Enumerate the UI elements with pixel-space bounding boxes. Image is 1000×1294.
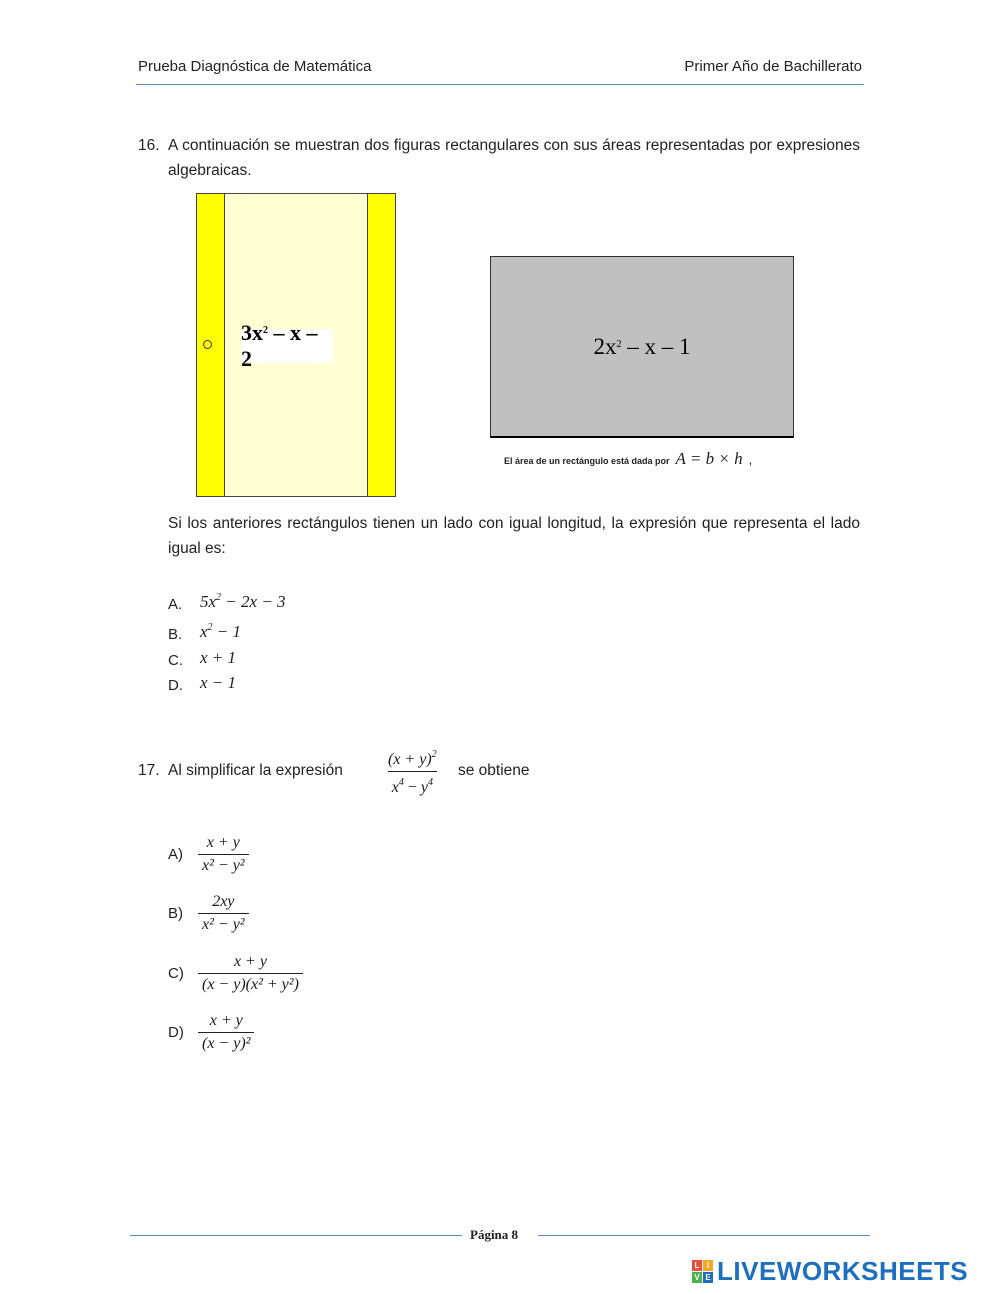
area-comma: , xyxy=(748,452,753,467)
option-numerator: 2xy xyxy=(212,893,235,910)
option-denominator: (x − y)² xyxy=(198,1032,254,1055)
page-number: Página 8 xyxy=(470,1227,519,1242)
option-letter: A. xyxy=(168,596,183,613)
figure-left-area-expression: $3x^2$ – x – 2 xyxy=(241,320,318,371)
option-numerator: x + y xyxy=(233,953,267,970)
q17-text-after: se obtiene xyxy=(458,762,530,779)
option-denominator: (x − y)(x² + y²) xyxy=(198,973,303,996)
option-expression: x − 1 xyxy=(200,673,237,692)
option-letter: A) xyxy=(168,846,183,863)
option-expression: $5x^2 - 2x - 3$ xyxy=(200,592,286,611)
option-fraction xyxy=(198,951,303,996)
liveworksheets-icon xyxy=(692,1260,713,1283)
footer-rule-left xyxy=(130,1235,462,1236)
area-note xyxy=(504,449,752,469)
figure-left-label-box xyxy=(241,320,333,371)
option-letter: B) xyxy=(168,905,183,922)
logo-letter: I xyxy=(703,1260,713,1271)
q17-expression xyxy=(384,744,441,799)
q16-text: A continuación se muestran dos figuras rectangulares con sus áreas representadas por expresiones algebraicas. xyxy=(168,137,860,179)
figure-right-area-expression: $2x^2$ – x – 1 xyxy=(593,333,691,359)
q17-text: Al simplificar la expresión xyxy=(168,762,343,779)
option-fraction xyxy=(198,891,249,936)
area-formula: A = b × h xyxy=(675,449,743,468)
option-numerator: x + y xyxy=(206,834,240,851)
logo-letter: L xyxy=(692,1260,702,1271)
header-rule xyxy=(136,84,864,85)
option-numerator: x + y xyxy=(209,1012,243,1029)
option-letter: D. xyxy=(168,677,183,694)
option-letter: B. xyxy=(168,626,183,643)
footer-rule-right xyxy=(538,1235,870,1236)
option-expression: x + 1 xyxy=(200,648,237,667)
header-left-title: Prueba Diagnóstica de Matemática xyxy=(138,58,372,75)
figure-right-rectangle xyxy=(490,256,794,438)
liveworksheets-logo[interactable] xyxy=(692,1256,968,1287)
q17-fraction xyxy=(384,744,441,799)
q16-prompt: Si los anteriores rectángulos tienen un lado con igual longitud, la expresión que representa el lado igual es: xyxy=(168,515,860,557)
logo-letter: E xyxy=(703,1272,713,1283)
option-expression: $x^2 - 1$ xyxy=(200,622,242,641)
area-note-text: El área de un rectángulo está dada por xyxy=(504,456,670,466)
small-circle-marker xyxy=(203,340,212,349)
q17-numerator: $(x + y)^2$ xyxy=(388,749,437,768)
q17-number: 17. xyxy=(138,762,160,779)
option-denominator: x² − y² xyxy=(198,854,249,877)
logo-letter: V xyxy=(692,1272,702,1283)
figure-left-rectangle xyxy=(196,193,396,497)
right-yellow-strip xyxy=(367,194,395,496)
option-fraction xyxy=(198,1010,254,1055)
q17-denominator: $x^4 - y^4$ xyxy=(388,771,437,799)
q16-number: 16. xyxy=(138,137,160,154)
option-letter: C) xyxy=(168,965,184,982)
liveworksheets-wordmark: LIVEWORKSHEETS xyxy=(717,1256,969,1286)
option-letter: C. xyxy=(168,652,183,669)
header-right-title: Primer Año de Bachillerato xyxy=(684,58,862,75)
option-fraction xyxy=(198,832,249,877)
option-denominator: x² − y² xyxy=(198,913,249,936)
option-letter: D) xyxy=(168,1024,184,1041)
